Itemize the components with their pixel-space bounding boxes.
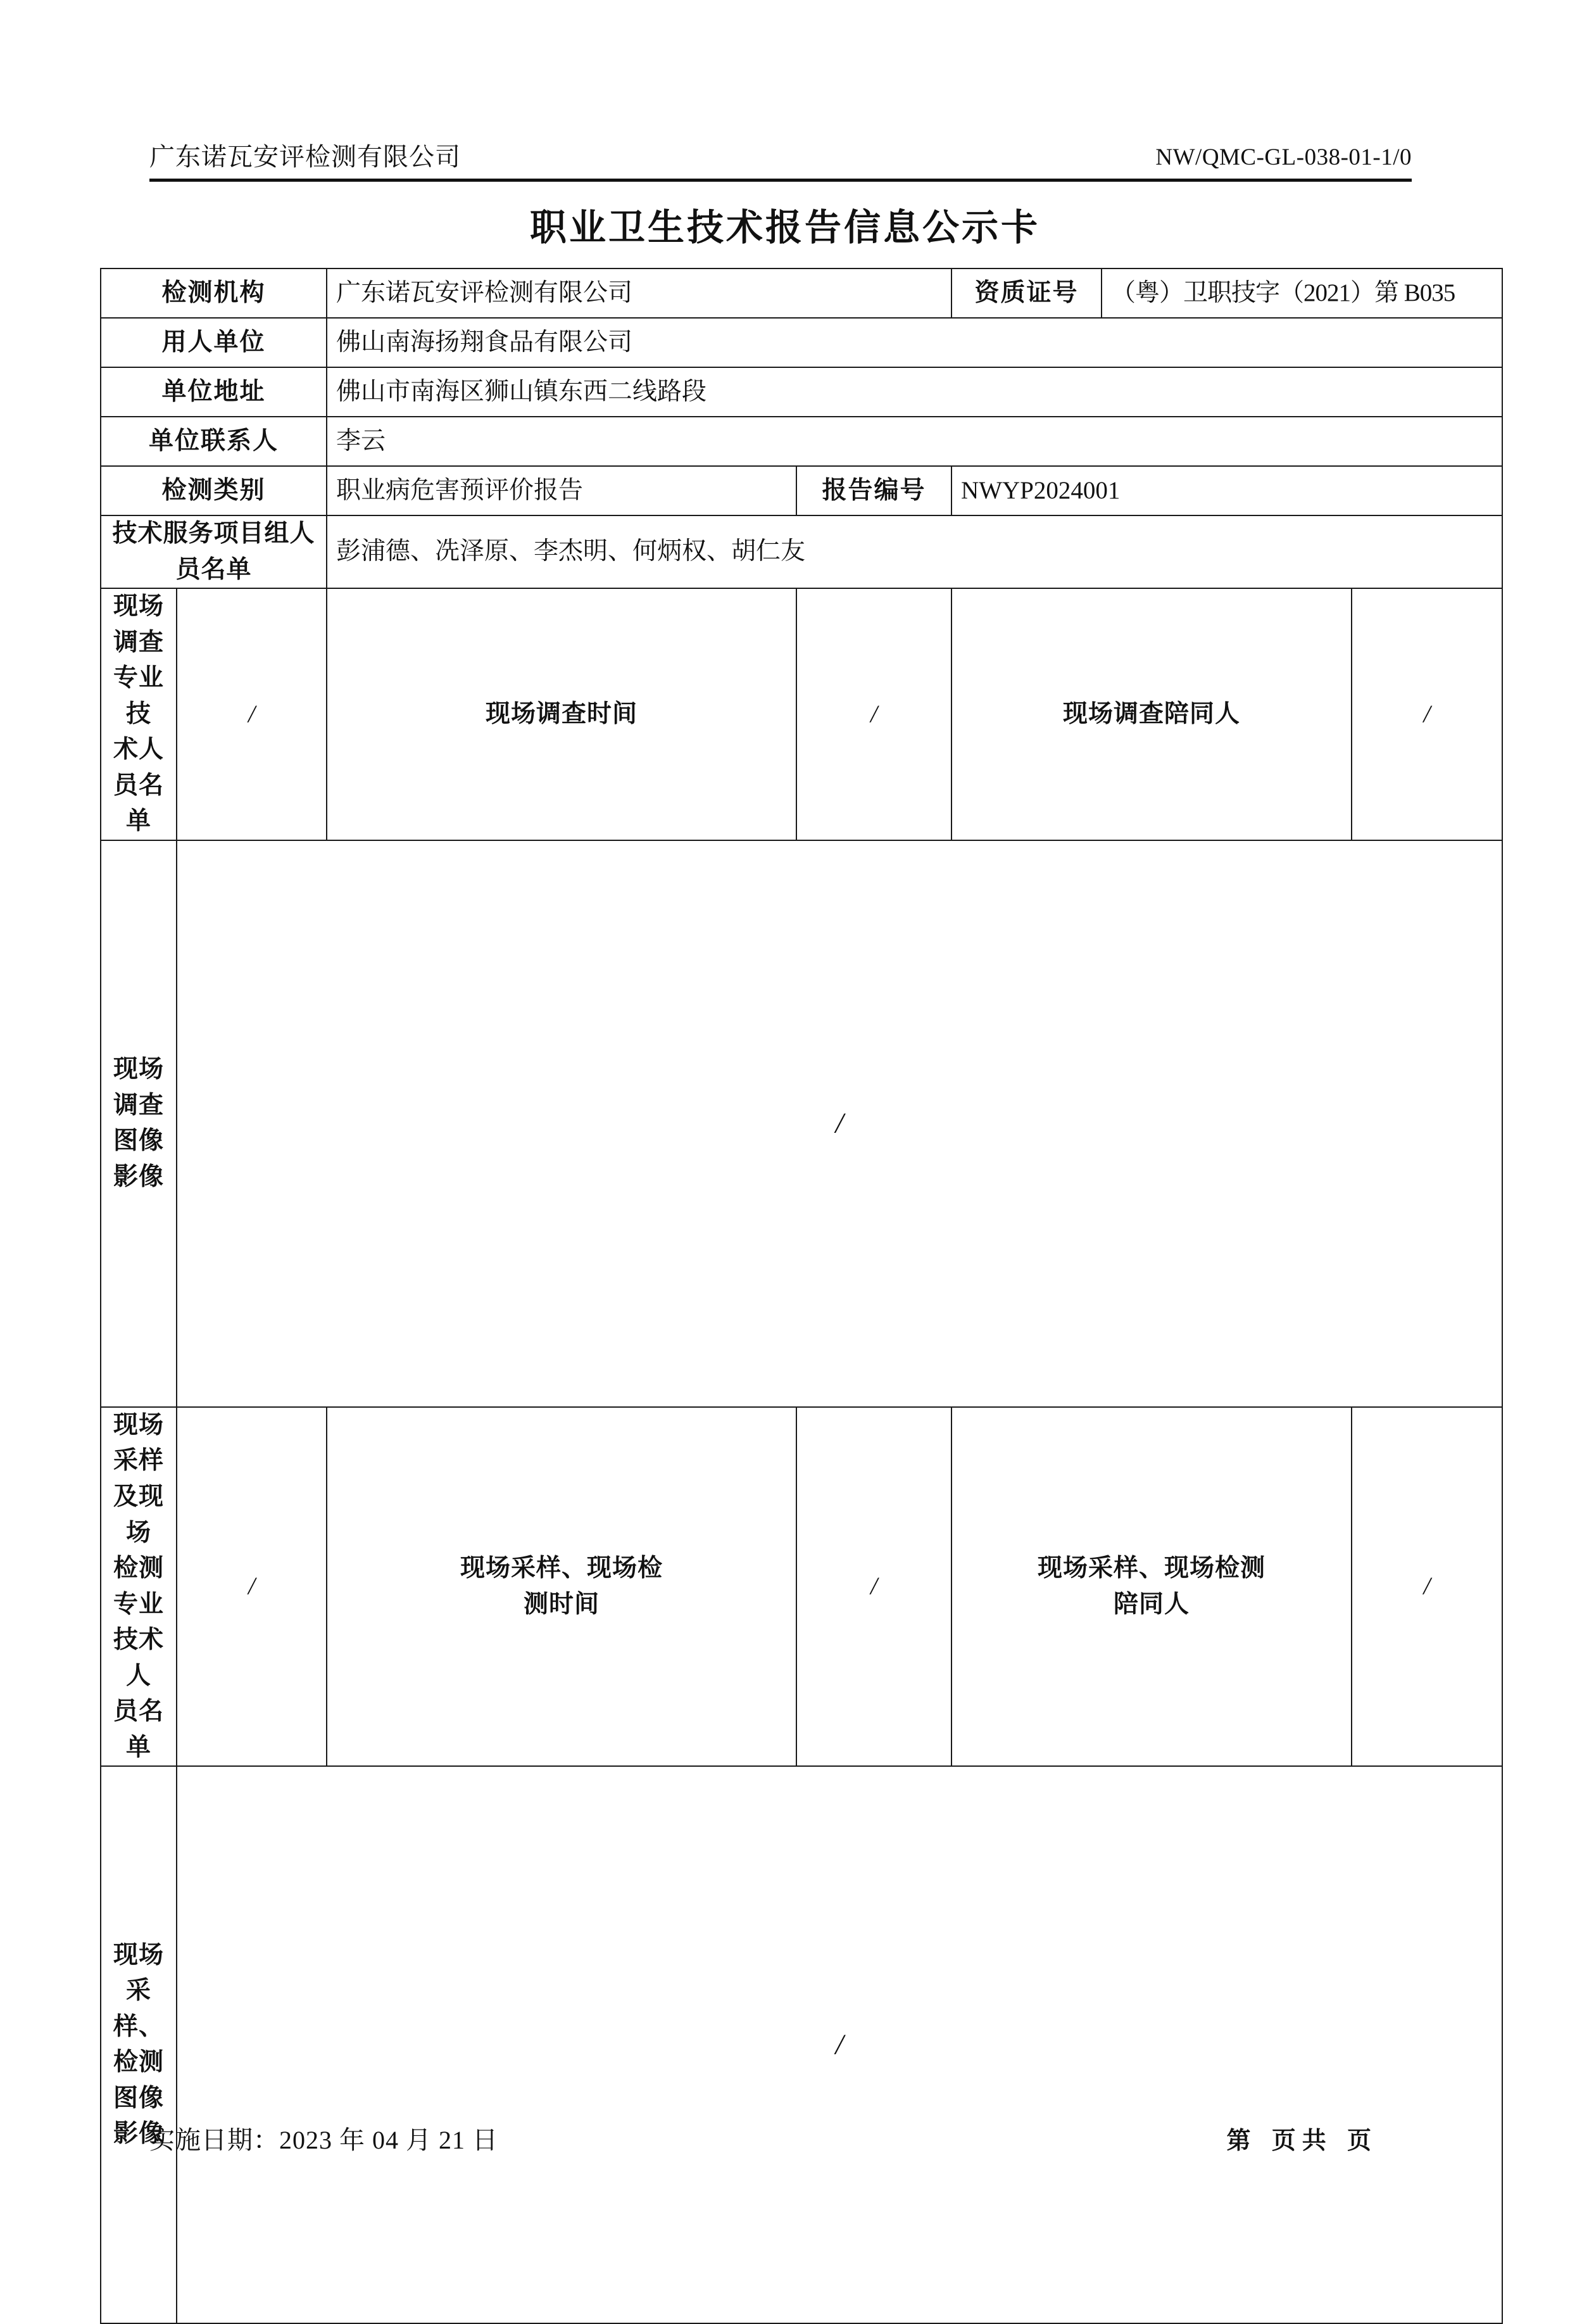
running-footer [149, 2120, 1416, 2156]
value-survey-staff: / [177, 588, 327, 840]
value-institution: 广东诺瓦安评检测有限公司 [327, 268, 951, 318]
table-row-contact [101, 417, 1502, 466]
value-survey-images: / [835, 1107, 844, 1140]
label-sampling-images-line2: 图像影像 [113, 2083, 164, 2149]
label-survey-staff [101, 588, 177, 840]
header-document-code: NW/QMC-GL-038-01-1/0 [1155, 144, 1412, 171]
label-survey-companion: 现场调查陪同人 [951, 588, 1352, 840]
label-survey-time: 现场调查时间 [327, 588, 796, 840]
value-survey-companion: / [1352, 588, 1502, 840]
table-row-sampling-images [101, 1766, 1502, 2323]
label-sampling-images-line1: 现场采样、检测 [113, 1940, 164, 2077]
survey-image-area [177, 840, 1502, 1407]
label-sampling-time-line1: 现场采样、现场检 [460, 1554, 663, 1583]
report-info-table [100, 268, 1503, 2324]
footer-page-info: 第 页共 页 [1226, 2126, 1378, 2154]
label-sampling-staff-line1: 现场采样及现场 [113, 1410, 164, 1547]
label-contact: 单位联系人 [101, 417, 327, 466]
table-row-sampling-staff [101, 1407, 1502, 1766]
label-team: 技术服务项目组人员名单 [101, 515, 327, 588]
label-survey-staff-line2: 术人员名单 [113, 735, 164, 836]
value-sampling-images: / [835, 2028, 844, 2061]
table-row-survey-images [101, 840, 1502, 1407]
label-survey-staff-line1: 现场调查专业技 [113, 592, 164, 728]
value-sampling-companion: / [1352, 1407, 1502, 1766]
label-report-no: 报告编号 [796, 466, 951, 515]
running-header [149, 143, 1412, 182]
label-cert-no: 资质证号 [951, 268, 1102, 318]
footer-implement-date: 实施日期：2023 年 04 月 21 日 [149, 2126, 498, 2154]
label-sampling-time-line2: 测时间 [524, 1589, 600, 1619]
sampling-image-area [177, 1766, 1502, 2323]
label-sampling-time [327, 1407, 796, 1766]
page-title: 职业卫生技术报告信息公示卡 [529, 206, 1040, 249]
label-category: 检测类别 [101, 466, 327, 515]
label-survey-images [101, 840, 177, 1407]
value-contact: 李云 [327, 417, 1502, 466]
table-row-team [101, 515, 1502, 588]
value-category: 职业病危害预评价报告 [327, 466, 796, 515]
table-row-employer [101, 318, 1502, 367]
value-address: 佛山市南海区狮山镇东西二线路段 [327, 367, 1502, 417]
label-sampling-staff-line3: 员名单 [113, 1697, 164, 1762]
header-company-name: 广东诺瓦安评检测有限公司 [149, 142, 461, 171]
label-sampling-staff [101, 1407, 177, 1766]
table-row-address [101, 367, 1502, 417]
value-cert-no: （粤）卫职技字（2021）第 B035 [1102, 268, 1502, 318]
label-survey-images-line2: 图像影像 [113, 1127, 164, 1191]
table-row-institution [101, 268, 1502, 318]
label-survey-images-line1: 现场调查 [113, 1055, 164, 1120]
label-employer: 用人单位 [101, 318, 327, 367]
label-sampling-staff-line2: 检测专业技术人 [113, 1554, 164, 1690]
label-institution: 检测机构 [101, 268, 327, 318]
label-address: 单位地址 [101, 367, 327, 417]
label-sampling-images [101, 1766, 177, 2323]
table-row-survey-staff [101, 588, 1502, 840]
value-sampling-time: / [796, 1407, 951, 1766]
value-employer: 佛山南海扬翔食品有限公司 [327, 318, 1502, 367]
label-sampling-companion-line2: 陪同人 [1114, 1589, 1190, 1619]
table-row-category [101, 466, 1502, 515]
label-sampling-companion-line1: 现场采样、现场检测 [1038, 1554, 1266, 1583]
label-sampling-companion [951, 1407, 1352, 1766]
value-team: 彭浦德、冼泽原、李杰明、何炳权、胡仁友 [327, 515, 1502, 588]
value-report-no: NWYP2024001 [951, 466, 1502, 515]
value-sampling-staff: / [177, 1407, 327, 1766]
value-survey-time: / [796, 588, 951, 840]
